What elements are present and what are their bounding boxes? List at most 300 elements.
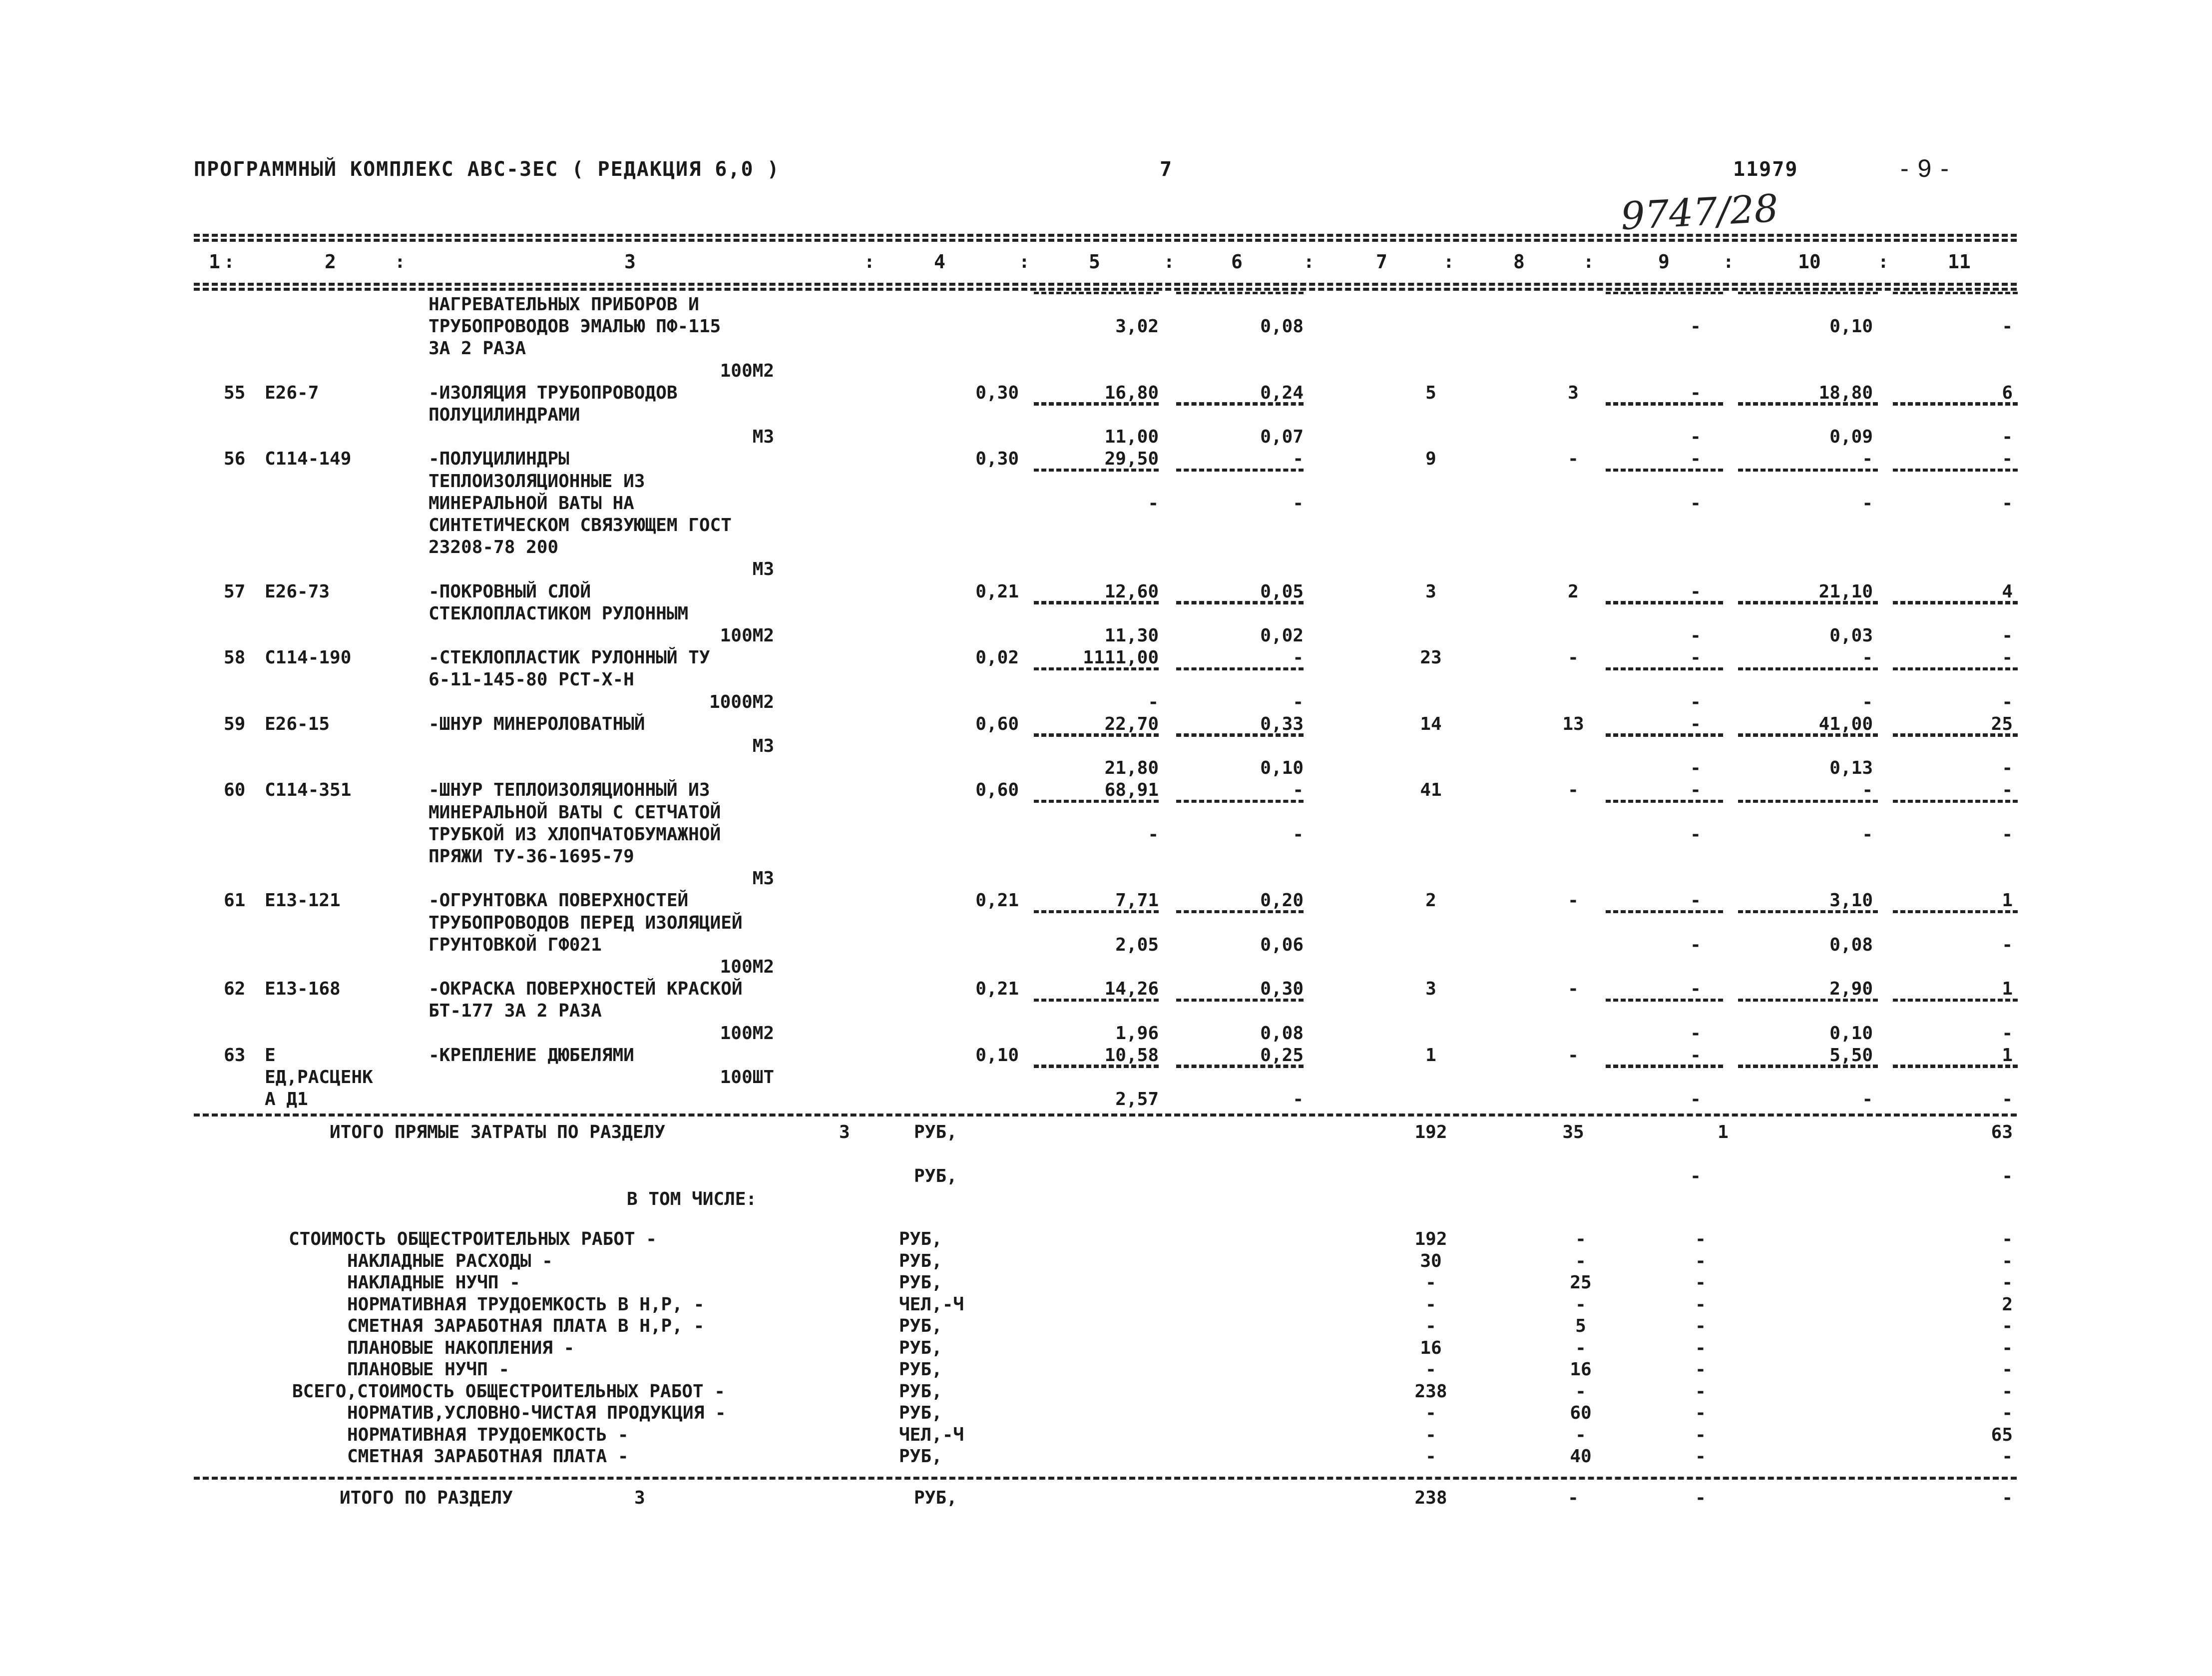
column-number-10: 10 [1798, 251, 1821, 273]
subtotal-rule [1893, 910, 2018, 913]
subtotal-rule [1738, 469, 1878, 471]
subtotal-rule [1893, 733, 2018, 736]
subtotal-rule [1034, 800, 1159, 802]
cell-c7: 5 [1425, 382, 1436, 403]
cell-c11: - [2002, 824, 2013, 845]
summary-line-c11: - [2002, 1229, 2013, 1249]
cell-c9: - [1690, 934, 1701, 955]
cell-unit: 100М2 [720, 625, 774, 646]
column-separator: : [1019, 252, 1030, 272]
cell-c5: 14,26 [1104, 979, 1159, 1000]
cell-c9: - [1690, 647, 1701, 668]
column-separator: : [864, 252, 875, 272]
cell-c9: - [1690, 691, 1701, 712]
table-row [0, 779, 2212, 801]
cell-c10: - [1862, 647, 1873, 668]
summary-line-c11: - [2002, 1446, 2013, 1467]
cell-c11: - [2002, 493, 2013, 514]
summary-line-c7: - [1425, 1403, 1436, 1423]
subtotal-rule [1606, 910, 1723, 913]
cell-c5: 11,00 [1104, 427, 1159, 448]
cell-c11: - [2002, 758, 2013, 779]
rows-bottom-rule [194, 1114, 2017, 1117]
cell-c6: 0,05 [1260, 581, 1304, 602]
subtotal-rule [1738, 800, 1878, 802]
cell-c10: 3,10 [1829, 890, 1873, 911]
cell-c11: - [2002, 934, 2013, 955]
summary-line-c8: 60 [1570, 1403, 1592, 1423]
summary-line-label: СТОИМОСТЬ ОБЩЕСТРОИТЕЛЬНЫХ РАБОТ - [289, 1229, 657, 1249]
column-number-7: 7 [1376, 251, 1387, 273]
cell-c9: - [1690, 890, 1701, 911]
total-direct-c7: 192 [1414, 1122, 1447, 1142]
subtotal-rule [1738, 292, 1878, 294]
subtotal-rule [1606, 601, 1723, 603]
summary-line-unit: РУБ, [899, 1272, 942, 1293]
total-direct-section: 3 [839, 1122, 850, 1142]
summary-line-label: НОРМАТИВНАЯ ТРУДОЕМКОСТЬ В Н,Р, - [347, 1294, 705, 1315]
summary-line-c9: - [1695, 1403, 1706, 1423]
column-separator: : [224, 252, 235, 272]
cell-c5: 11,30 [1104, 625, 1159, 646]
handwritten-note: 9747/28 [1619, 185, 1779, 239]
cell-code: Е13-121 [265, 890, 341, 911]
cell-c11: - [2002, 316, 2013, 337]
total-section-c11: - [2002, 1488, 2013, 1508]
cell-code: ЕД,РАСЦЕНК [265, 1067, 373, 1088]
cell-c8: - [1568, 979, 1579, 1000]
table-row [0, 757, 2212, 779]
cell-c10: - [1862, 449, 1873, 470]
summary-line-c9: - [1695, 1294, 1706, 1315]
cell-unit: М3 [752, 868, 774, 889]
cell-name: СИНТЕТИЧЕСКОМ СВЯЗУЮЩЕМ ГОСТ [429, 515, 732, 536]
subtotal-rule [1893, 402, 2018, 405]
table-row [0, 581, 2212, 603]
cell-c7: 23 [1420, 647, 1442, 668]
subtotal-rule [1738, 1065, 1878, 1067]
cell-c4: 0,30 [975, 382, 1019, 403]
summary-line-label: СМЕТНАЯ ЗАРАБОТНАЯ ПЛАТА В Н,Р, - [347, 1316, 705, 1336]
total-direct-unit: РУБ, [914, 1122, 957, 1142]
cell-c11: 4 [2002, 581, 2013, 602]
summary-line-c7: 30 [1420, 1250, 1442, 1271]
cell-c8: 13 [1562, 713, 1584, 734]
cell-c9: - [1690, 780, 1701, 801]
cell-c6: 0,06 [1260, 934, 1304, 955]
cell-c10: - [1862, 493, 1873, 514]
summary-line-c11: - [2002, 1272, 2013, 1293]
column-number-3: 3 [624, 251, 636, 273]
subtotal-rule [1606, 1065, 1723, 1067]
cell-name: ТРУБОПРОВОДОВ ПЕРЕД ИЗОЛЯЦИЕЙ [429, 912, 743, 933]
cell-c6: 0,30 [1260, 979, 1304, 1000]
column-number-6: 6 [1231, 251, 1243, 273]
summary-line-c11: - [2002, 1359, 2013, 1380]
cell-c6: 0,07 [1260, 427, 1304, 448]
summary-line-c8: - [1575, 1229, 1586, 1249]
program-title: ПРОГРАММНЫЙ КОМПЛЕКС АВС-3ЕС ( РЕДАКЦИЯ 6,0 ) [194, 158, 780, 181]
table-row [0, 559, 2212, 580]
cell-c5: 1111,00 [1083, 647, 1159, 668]
sheet-number: 7 [1160, 158, 1173, 181]
cell-name: -СТЕКЛОПЛАСТИК РУЛОННЫЙ ТУ [429, 647, 710, 668]
column-number-5: 5 [1089, 251, 1100, 273]
subtotal-rule [1893, 601, 2018, 603]
summary-line-c8: 5 [1575, 1316, 1586, 1336]
table-top-rule [194, 234, 2017, 237]
cell-c10: 0,03 [1829, 625, 1873, 646]
cell-name: ГРУНТОВКОЙ ГФ021 [429, 934, 602, 955]
cell-c7: 2 [1425, 890, 1436, 911]
cell-c8: - [1568, 1045, 1579, 1066]
column-header-rule-2 [194, 288, 2017, 291]
cell-c5: 2,57 [1115, 1089, 1159, 1110]
table-row [0, 1067, 2212, 1089]
column-separator: : [1304, 252, 1315, 272]
cell-c4: 0,60 [975, 713, 1019, 734]
total-section-unit: РУБ, [914, 1488, 957, 1508]
table-top-rule-2 [194, 239, 2017, 242]
summary-line-c9: - [1695, 1316, 1706, 1336]
summary-line-label: НОРМАТИВ,УСЛОВНО-ЧИСТАЯ ПРОДУКЦИЯ - [347, 1403, 726, 1423]
summary-line-unit: ЧЕЛ,-Ч [899, 1424, 964, 1445]
summary-line-c9: - [1695, 1229, 1706, 1249]
summary-line-c9: - [1695, 1359, 1706, 1380]
cell-c7: 9 [1425, 449, 1436, 470]
subtotal-rule [1176, 402, 1304, 405]
cell-name: ПОЛУЦИЛИНДРАМИ [429, 405, 580, 425]
table-row [0, 647, 2212, 669]
total-section-c8: - [1568, 1488, 1579, 1508]
cell-c4: 0,21 [975, 890, 1019, 911]
cell-c8: - [1568, 449, 1579, 470]
subtotal-rule [1176, 292, 1304, 294]
total-direct-c9: 1 [1718, 1122, 1729, 1142]
cell-c11: - [2002, 647, 2013, 668]
cell-name: -ИЗОЛЯЦИЯ ТРУБОПРОВОДОВ [429, 382, 678, 403]
summary-line-c8: - [1575, 1294, 1586, 1315]
cell-c4: 0,21 [975, 979, 1019, 1000]
subtotal-rule [1034, 601, 1159, 603]
total-direct-c9-2: - [1690, 1166, 1701, 1186]
cell-c5: 68,91 [1104, 780, 1159, 801]
cell-c6: - [1293, 691, 1304, 712]
cell-c4: 0,60 [975, 780, 1019, 801]
cell-c5: 1,96 [1115, 1023, 1159, 1044]
summary-line-unit: РУБ, [899, 1229, 942, 1249]
table-row [0, 625, 2212, 647]
cell-c11: 25 [1991, 713, 2013, 734]
cell-c11: - [2002, 691, 2013, 712]
summary-line-c8: - [1575, 1424, 1586, 1445]
summary-line-c9: - [1695, 1446, 1706, 1467]
subtotal-rule [1606, 667, 1723, 670]
summary-line-c8: - [1575, 1337, 1586, 1358]
cell-unit: М3 [752, 427, 774, 448]
summary-line-c9: - [1695, 1272, 1706, 1293]
cell-c8: - [1568, 890, 1579, 911]
subtotal-rule [1893, 667, 2018, 670]
cell-code: С114-190 [265, 647, 352, 668]
cell-c6: 0,02 [1260, 625, 1304, 646]
summary-line-unit: РУБ, [899, 1250, 942, 1271]
cell-c5: - [1148, 691, 1159, 712]
summary-line-c8: 25 [1570, 1272, 1592, 1293]
subtotal-rule [1034, 733, 1159, 736]
cell-c11: - [2002, 449, 2013, 470]
cell-name: МИНЕРАЛЬНОЙ ВАТЫ НА [429, 493, 634, 514]
cell-num: 56 [224, 449, 246, 470]
subtotal-rule [1034, 999, 1159, 1001]
cell-c9: - [1690, 713, 1701, 734]
cell-c7: 1 [1425, 1045, 1436, 1066]
cell-c5: 3,02 [1115, 316, 1159, 337]
summary-line-unit: РУБ, [899, 1337, 942, 1358]
summary-line-c11: 65 [1991, 1424, 2013, 1445]
summary-line-label: ВСЕГО,СТОИМОСТЬ ОБЩЕСТРОИТЕЛЬНЫХ РАБОТ - [292, 1381, 725, 1402]
total-section-label: ИТОГО ПО РАЗДЕЛУ [340, 1488, 513, 1508]
cell-c6: 0,08 [1260, 316, 1304, 337]
cell-c9: - [1690, 625, 1701, 646]
cell-c10: - [1862, 691, 1873, 712]
cell-c9: - [1690, 824, 1701, 845]
cell-name: ТРУБКОЙ ИЗ ХЛОПЧАТОБУМАЖНОЙ [429, 824, 721, 845]
summary-line-unit: РУБ, [899, 1359, 942, 1380]
cell-c9: - [1690, 979, 1701, 1000]
cell-name: -ПОЛУЦИЛИНДРЫ [429, 449, 569, 470]
cell-c5: 7,71 [1115, 890, 1159, 911]
total-section-c7: 238 [1414, 1488, 1447, 1508]
cell-c9: - [1690, 449, 1701, 470]
cell-c5: 12,60 [1104, 581, 1159, 602]
cell-c11: - [2002, 1023, 2013, 1044]
total-direct-c11-2: - [2002, 1166, 2013, 1186]
cell-c4: 0,30 [975, 449, 1019, 470]
cell-num: 59 [224, 713, 246, 734]
column-number-8: 8 [1513, 251, 1525, 273]
cell-num: 61 [224, 890, 246, 911]
summary-line-label: НАКЛАДНЫЕ РАСХОДЫ - [347, 1250, 553, 1271]
cell-name: НАГРЕВАТЕЛЬНЫХ ПРИБОРОВ И [429, 294, 699, 315]
cell-c11: - [2002, 625, 2013, 646]
cell-c5: 2,05 [1115, 934, 1159, 955]
cell-c10: - [1862, 780, 1873, 801]
total-section-number: 3 [634, 1488, 645, 1508]
cell-num: 60 [224, 780, 246, 801]
table-row [0, 537, 2212, 559]
cell-c6: 0,20 [1260, 890, 1304, 911]
subtotal-rule [1034, 292, 1159, 294]
subtotal-rule [1893, 469, 2018, 471]
cell-code: Е [265, 1045, 276, 1066]
column-separator: : [1878, 252, 1889, 272]
summary-line-c7: - [1425, 1294, 1436, 1315]
table-row [0, 294, 2212, 316]
cell-c8: - [1568, 647, 1579, 668]
cell-c6: - [1293, 493, 1304, 514]
subtotal-rule [1034, 910, 1159, 913]
subtotal-rule [1738, 667, 1878, 670]
cell-c5: 21,80 [1104, 758, 1159, 779]
summary-line-c11: - [2002, 1316, 2013, 1336]
summary-line-c7: - [1425, 1446, 1436, 1467]
cell-c9: - [1690, 382, 1701, 403]
subtotal-rule [1738, 601, 1878, 603]
summary-line-c9: - [1695, 1381, 1706, 1402]
cell-c6: - [1293, 824, 1304, 845]
subtotal-rule [1738, 999, 1878, 1001]
table-row [0, 978, 2212, 1000]
table-row [0, 1089, 2212, 1111]
subtotal-rule [1606, 999, 1723, 1001]
subtotal-rule [1738, 402, 1878, 405]
table-row [0, 1023, 2212, 1045]
cell-c9: - [1690, 1089, 1701, 1110]
total-direct-unit-2: РУБ, [914, 1166, 957, 1186]
cell-num: 62 [224, 979, 246, 1000]
subtotal-rule [1176, 1065, 1304, 1067]
page-number: - 9 - [1900, 154, 1950, 182]
column-separator: : [1583, 252, 1594, 272]
summary-line-c9: - [1695, 1250, 1706, 1271]
cell-c10: 21,10 [1818, 581, 1873, 602]
column-header-rule [194, 283, 2017, 286]
cell-name: ТЕПЛОИЗОЛЯЦИОННЫЕ ИЗ [429, 471, 645, 492]
subtotal-rule [1606, 402, 1723, 405]
cell-c10: 41,00 [1818, 713, 1873, 734]
summary-line-c7: - [1425, 1316, 1436, 1336]
summary-line-unit: РУБ, [899, 1381, 942, 1402]
total-section-c9: - [1695, 1488, 1706, 1508]
column-separator: : [1443, 252, 1454, 272]
cell-name: -ШНУР ТЕПЛОИЗОЛЯЦИОННЫЙ ИЗ [429, 780, 710, 801]
subtotal-rule [1738, 910, 1878, 913]
column-number-9: 9 [1658, 251, 1670, 273]
table-row [0, 1045, 2212, 1067]
column-number-4: 4 [934, 251, 945, 273]
cell-c9: - [1690, 1045, 1701, 1066]
cell-num: 63 [224, 1045, 246, 1066]
cell-c9: - [1690, 316, 1701, 337]
summary-line-unit: РУБ, [899, 1316, 942, 1336]
summary-line-c11: - [2002, 1403, 2013, 1423]
cell-name: ТРУБОПРОВОДОВ ЭМАЛЬЮ ПФ-115 [429, 316, 721, 337]
table-row [0, 515, 2212, 537]
table-row [0, 802, 2212, 824]
cell-c10: - [1862, 1089, 1873, 1110]
subtotal-rule [1893, 999, 2018, 1001]
cell-unit: М3 [752, 559, 774, 580]
cell-c9: - [1690, 493, 1701, 514]
cell-c4: 0,02 [975, 647, 1019, 668]
summary-line-label: ПЛАНОВЫЕ НУЧП - [347, 1359, 510, 1380]
subtotal-rule [1738, 733, 1878, 736]
cell-unit: 100ШТ [720, 1067, 774, 1088]
cell-c10: 0,10 [1829, 1023, 1873, 1044]
cell-code: А Д1 [265, 1089, 308, 1110]
table-row [0, 338, 2212, 360]
column-separator: : [1164, 252, 1175, 272]
cell-c7: 41 [1420, 780, 1442, 801]
table-row [0, 471, 2212, 493]
cell-name: 6-11-145-80 РСТ-Х-Н [429, 669, 634, 690]
summary-line-unit: ЧЕЛ,-Ч [899, 1294, 964, 1315]
summary-line-c7: - [1425, 1272, 1436, 1293]
summary-line-c11: - [2002, 1381, 2013, 1402]
table-row [0, 956, 2212, 978]
subtotal-rule [1176, 910, 1304, 913]
summary-line-c7: 192 [1414, 1229, 1447, 1249]
table-row [0, 890, 2212, 912]
cell-name: -КРЕПЛЕНИЕ ДЮБЕЛЯМИ [429, 1045, 634, 1066]
cell-c11: 1 [2002, 1045, 2013, 1066]
cell-code: Е13-168 [265, 979, 341, 1000]
cell-unit: 100М2 [720, 360, 774, 381]
summary-line-c9: - [1695, 1337, 1706, 1358]
cell-c5: - [1148, 493, 1159, 514]
table-row [0, 493, 2212, 515]
total-direct-c11: 63 [1991, 1122, 2013, 1142]
table-row [0, 934, 2212, 956]
cell-c6: 0,33 [1260, 713, 1304, 734]
cell-c8: - [1568, 780, 1579, 801]
total-direct-c8: 35 [1562, 1122, 1584, 1142]
cell-c9: - [1690, 427, 1701, 448]
cell-c9: - [1690, 581, 1701, 602]
summary-line-c11: 2 [2002, 1294, 2013, 1315]
subtotal-rule [1034, 1065, 1159, 1067]
cell-c5: 22,70 [1104, 713, 1159, 734]
cell-c4: 0,21 [975, 581, 1019, 602]
cell-unit: М3 [752, 736, 774, 756]
cell-name: -ОКРАСКА ПОВЕРХНОСТЕЙ КРАСКОЙ [429, 979, 743, 1000]
table-row [0, 735, 2212, 757]
cell-c6: - [1293, 449, 1304, 470]
summary-line-label: ПЛАНОВЫЕ НАКОПЛЕНИЯ - [347, 1337, 575, 1358]
subtotal-rule [1606, 469, 1723, 471]
cell-c6: 0,25 [1260, 1045, 1304, 1066]
summary-line-c7: 16 [1420, 1337, 1442, 1358]
table-row [0, 448, 2212, 470]
subtotal-rule [1893, 800, 2018, 802]
summary-line-c11: - [2002, 1250, 2013, 1271]
summary-line-label: СМЕТНАЯ ЗАРАБОТНАЯ ПЛАТА - [347, 1446, 629, 1467]
cell-c4: 0,10 [975, 1045, 1019, 1066]
cell-c9: - [1690, 1023, 1701, 1044]
subtotal-rule [1606, 733, 1723, 736]
cell-num: 57 [224, 581, 246, 602]
table-row [0, 868, 2212, 890]
subtotal-rule [1176, 601, 1304, 603]
cell-c5: 16,80 [1104, 382, 1159, 403]
cell-c7: 3 [1425, 581, 1436, 602]
subtotal-rule [1034, 469, 1159, 471]
summary-line-c8: 40 [1570, 1446, 1592, 1467]
summary-line-label: НАКЛАДНЫЕ НУЧП - [347, 1272, 520, 1293]
summary-line-c8: 16 [1570, 1359, 1592, 1380]
summary-bottom-rule [194, 1477, 2017, 1480]
cell-c11: 1 [2002, 890, 2013, 911]
table-row [0, 691, 2212, 713]
subtotal-rule [1606, 800, 1723, 802]
cell-c6: 0,10 [1260, 758, 1304, 779]
table-row [0, 912, 2212, 934]
cell-name: 23208-78 200 [429, 537, 559, 558]
cell-code: С114-149 [265, 449, 352, 470]
cell-name: СТЕКЛОПЛАСТИКОМ РУЛОННЫМ [429, 603, 689, 624]
cell-code: Е26-15 [265, 713, 330, 734]
